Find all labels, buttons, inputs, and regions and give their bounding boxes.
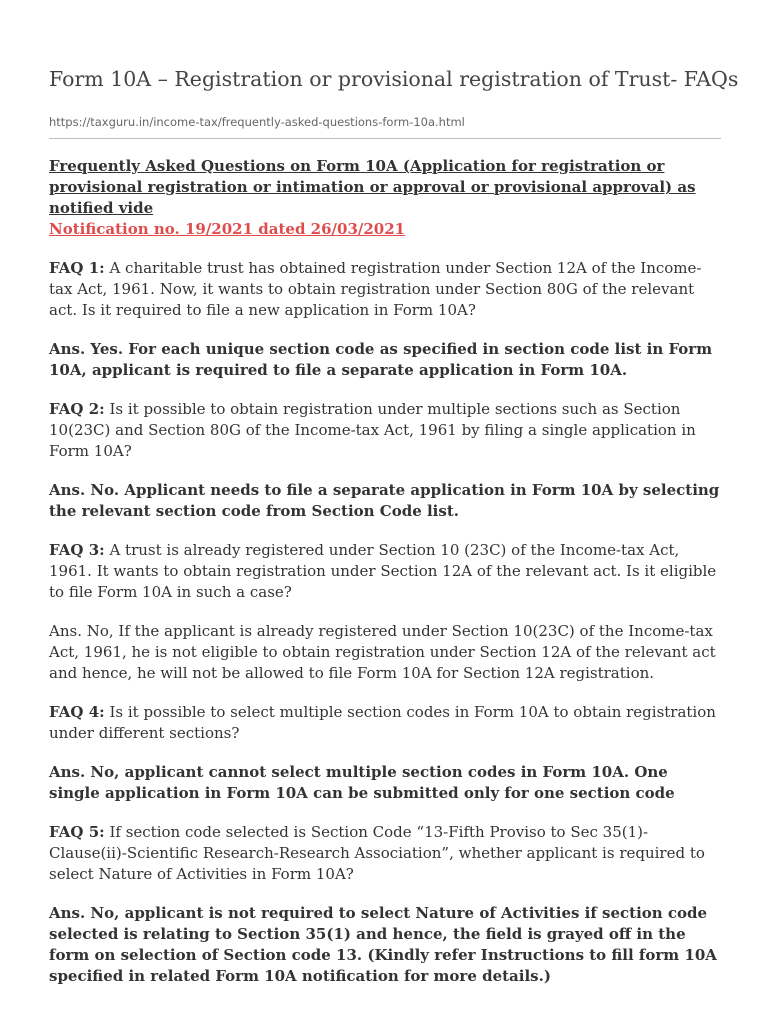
notification-link[interactable]: Notification no. 19/2021 dated 26/03/2021 (49, 220, 406, 238)
intro-paragraph (49, 156, 721, 240)
faq-label: FAQ 2: (49, 400, 105, 418)
faq-question-text: A charitable trust has obtained registration under Section 12A of the Income-tax Act, 1961. Now, it wants to obtain registration under Section 80G of the relevant act. Is it required to file a new application in Form 10A? (49, 259, 702, 319)
faq-question-text: Is it possible to obtain registration under multiple sections such as Section 10(23C) and Section 80G of the Income-tax Act, 1961 by filing a single application in Form 10A? (49, 400, 696, 460)
faq-answer: Ans. No, applicant cannot select multiple section codes in Form 10A. One single application in Form 10A can be submitted only for one section code (49, 763, 675, 802)
faq-label: FAQ 4: (49, 703, 105, 721)
divider (49, 138, 721, 139)
faq-question (49, 702, 721, 744)
faq-label: FAQ 3: (49, 541, 105, 559)
intro-text: Frequently Asked Questions on Form 10A (Application for registration or provisional registration or intimation or approval or provisional approval) as notified vide (49, 157, 696, 217)
faq-label: FAQ 1: (49, 259, 105, 277)
faq-question (49, 540, 721, 603)
faq-question (49, 822, 721, 885)
faq-answer: Ans. No. Applicant needs to file a separate application in Form 10A by selecting the relevant section code from Section Code list. (49, 481, 720, 520)
faq-answer: Ans. Yes. For each unique section code as specified in section code list in Form 10A, applicant is required to file a separate application in Form 10A. (49, 340, 713, 379)
document-body (49, 156, 721, 987)
faq-question (49, 399, 721, 462)
document-page (49, 0, 739, 987)
faq-question-text: A trust is already registered under Section 10 (23C) of the Income-tax Act, 1961. It wants to obtain registration under Section 12A of the relevant act. Is it eligible to file Form 10A in such a case? (49, 541, 717, 601)
source-url: https://taxguru.in/income-tax/frequently-asked-questions-form-10a.html (49, 115, 465, 129)
faq-question (49, 258, 721, 321)
faq-question-text: If section code selected is Section Code “13-Fifth Proviso to Sec 35(1)-Clause(ii)-Scientific Research-Research Association”, whether applicant is required to select Nature of Activities in Form 10A? (49, 823, 705, 883)
faq-answer: Ans. No, If the applicant is already registered under Section 10(23C) of the Income-tax Act, 1961, he is not eligible to obtain registration under Section 12A of the relevant act and hence, he will not be allowed to file Form 10A for Section 12A registration. (49, 622, 716, 682)
faq-label: FAQ 5: (49, 823, 105, 841)
page-title: Form 10A – Registration or provisional registration of Trust- FAQs (49, 67, 739, 91)
faq-answer: Ans. No, applicant is not required to select Nature of Activities if section code selected is relating to Section 35(1) and hence, the field is grayed off in the form on selection of Section code 13. (Kindly refer Instructions to fill form 10A specified in related Form 10A notification for more details.) (49, 904, 717, 985)
faq-question-text: Is it possible to select multiple section codes in Form 10A to obtain registration under different sections? (49, 703, 716, 742)
